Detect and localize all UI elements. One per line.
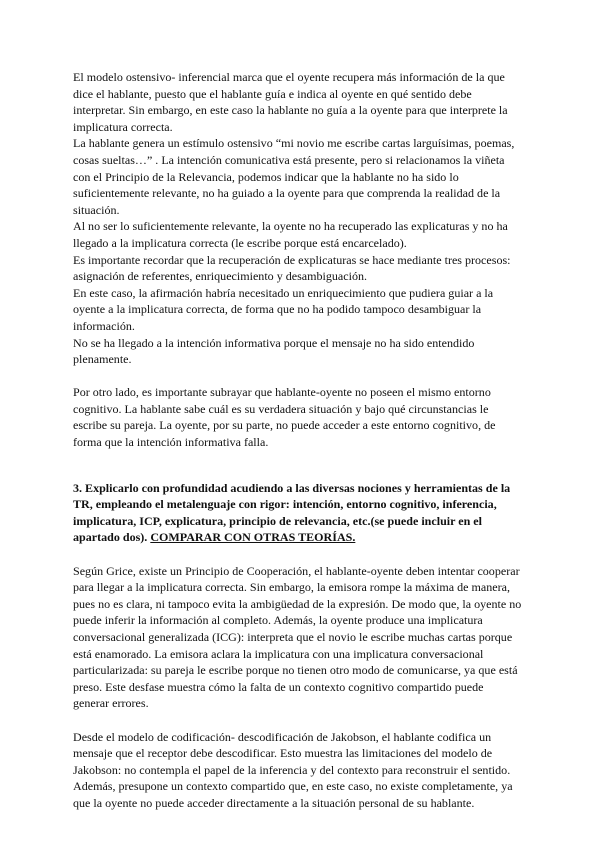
paragraph-explicaturas: Es importante recordar que la recuperación de explicaturas se hace mediante tres procesos: asignación de referentes, enriquecimiento y desambiguación. xyxy=(73,252,511,284)
paragraph-estimulo-ostensivo: La hablante genera un estímulo ostensivo “mi novio me escribe cartas larguísimas, poemas, cosas sueltas…” . La intención comunicativa está presente, pero si relacionamos la viñeta con el Principio de la Relevancia, podemos indicar que la hablante no ha sido lo suficientemente relevante, no ha guiado a la oyente para que comprenda la realidad de la situación. xyxy=(73,136,515,217)
paragraph-grice: Según Grice, existe un Principio de Cooperación, el hablante-oyente deben intentar cooperar para llegar a la implicatura correcta. Sin embargo, la emisora rompe la máxima de manera, pues no es clara, ni tampoco evita la ambigüedad de la expresión. De modo que, la oyente no puede inferir la información al completo. Además, la oyente produce una implicatura conversacional generalizada (ICG): interpreta que el novio le escribe muchas cartas porque está enamorado. La emisora aclara la implicatura con una implicatura conversacional particularizada: su pareja le escribe porque no tienen otro modo de comunicarse, ya que está preso. Este desfase muestra cómo la falta de un contexto cognitivo compartido puede generar errores. xyxy=(73,563,522,711)
section-heading-text: 3. Explicarlo con profundidad acudiendo a las diversas nociones y herramientas de la TR, empleando el metalenguaje con rigor: intención, entorno cognitivo, inferencia, implicatura, ICP, explicatura, principio de relevancia, etc.(se puede incluir en el apartado dos). xyxy=(73,480,511,545)
section-heading-emphasis: COMPARAR CON OTRAS TEORÍAS. xyxy=(150,530,356,545)
spacer xyxy=(73,368,522,385)
spacer xyxy=(73,712,522,729)
section-heading xyxy=(73,480,522,546)
paragraph-modelo-ostensivo: El modelo ostensivo- inferencial marca que el oyente recupera más información de la que dice el hablante, puesto que el hablante guía e indica al oyente en qué sentido debe interpretar. Sin embargo, en este caso la hablante no guía a la oyente para que interprete la implicatura correcta. xyxy=(73,70,508,134)
paragraph-enriquecimiento: En este caso, la afirmación habría necesitado un enriquecimiento que pudiera guiar a la oyente a la implicatura correcta, de forma que no ha podido tampoco desambiguar la información. xyxy=(73,285,494,333)
spacer xyxy=(73,546,522,563)
paragraph-no-relevante: Al no ser lo suficientemente relevante, la oyente no ha recuperado las explicaturas y no ha llegado a la implicatura correcta (le escribe porque está encarcelado). xyxy=(73,219,508,250)
paragraph-entorno-cognitivo: Por otro lado, es importante subrayar que hablante-oyente no poseen el mismo entorno cognitivo. La hablante sabe cuál es su verdadera situación y bajo qué circunstancias le escribe su pareja. La oyente, por su parte, no puede acceder a este entorno cognitivo, de forma que la intención informativa falla. xyxy=(73,385,496,450)
paragraph-jakobson: Desde el modelo de codificación- descodificación de Jakobson, el hablante codifica un mensaje que el receptor debe descodificar. Esto muestra las limitaciones del modelo de Jakobson: no contempla el papel de la inferencia y del contexto para reconstruir el sentido. Además, presupone un contexto compartido que, en este caso, no existe completamente, ya que la oyente no puede acceder directamente a la situación personal de su hablante. xyxy=(73,729,513,810)
spacer xyxy=(73,451,522,480)
paragraph-intencion-informativa: No se ha llegado a la intención informativa porque el mensaje no ha sido entendido plenamente. xyxy=(73,335,475,367)
